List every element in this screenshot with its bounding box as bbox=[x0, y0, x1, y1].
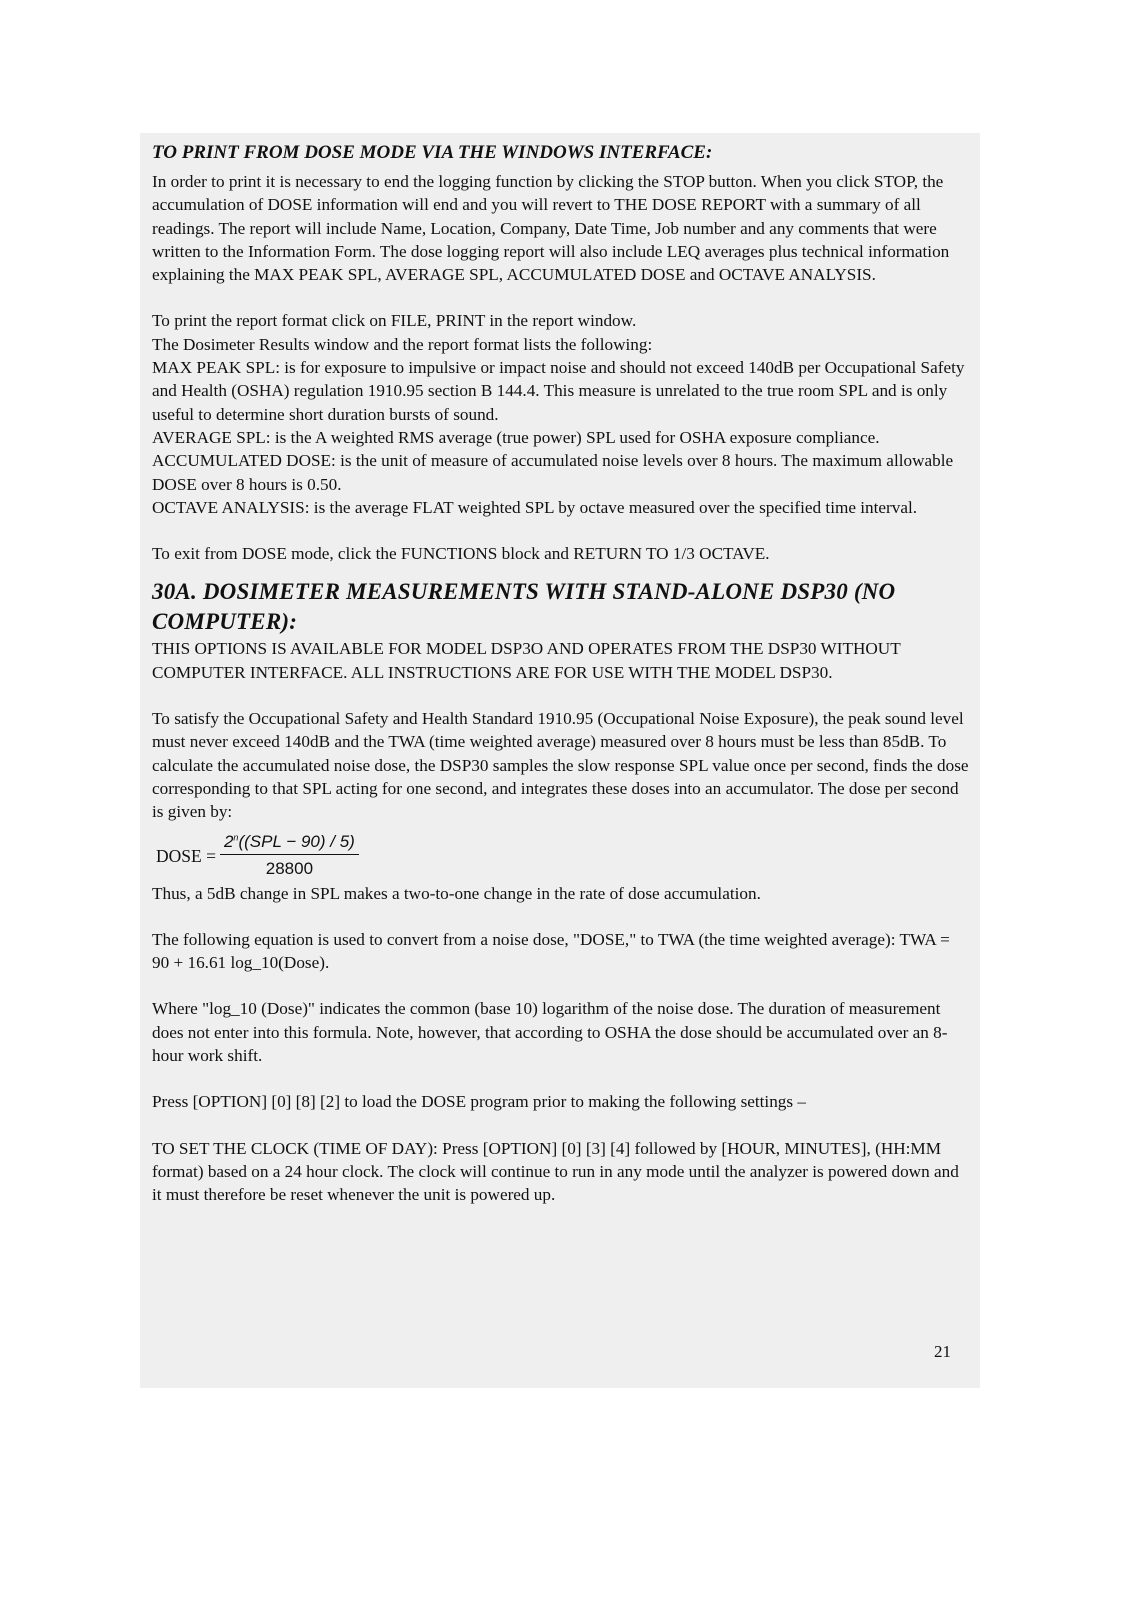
spacer bbox=[152, 1114, 970, 1137]
print-heading: TO PRINT FROM DOSE MODE VIA THE WINDOWS INTERFACE: bbox=[152, 142, 713, 163]
page-number: 21 bbox=[934, 1342, 951, 1361]
dose-formula bbox=[156, 830, 970, 882]
formula-denominator: 28800 bbox=[265, 859, 314, 879]
octave-analysis-definition: OCTAVE ANALYSIS: is the average FLAT weighted SPL by octave measured over the specified time interval. bbox=[152, 497, 918, 517]
formula-fraction bbox=[220, 832, 359, 879]
clock-paragraph: TO SET THE CLOCK (TIME OF DAY): Press [OPTION] [0] [3] [4] followed by [HOUR, MINUTES], (HH:MM format) based on a 24 hour clock. The clock will continue to run in any mode until the analyzer is powered down and it must therefore be reset whenever the unit is powered up. bbox=[152, 1138, 959, 1205]
max-peak-definition: MAX PEAK SPL: is for exposure to impulsive or impact noise and should not exceed 140dB per Occupational Safety and Health (OSHA) regulation 1910.95 section B 144.4. This measure is unrelated to the true room SPL and is only useful to determine short duration bursts of sound. bbox=[152, 358, 965, 424]
formula-numerator bbox=[220, 832, 359, 855]
spacer bbox=[152, 286, 970, 309]
formula-lhs: DOSE = bbox=[156, 846, 216, 867]
exit-dose-line: To exit from DOSE mode, click the FUNCTIONS block and RETURN TO 1/3 OCTAVE. bbox=[152, 544, 770, 564]
spacer bbox=[152, 519, 970, 542]
accumulated-dose-definition: ACCUMULATED DOSE: is the unit of measure of accumulated noise levels over 8 hours. The maximum allowable DOSE over 8 hours is 0.50. bbox=[152, 451, 954, 494]
press-option-line: Press [OPTION] [0] [8] [2] to load the DOSE program prior to making the following settings – bbox=[152, 1092, 806, 1112]
spacer bbox=[152, 1067, 970, 1090]
satisfy-paragraph: To satisfy the Occupational Safety and Health Standard 1910.95 (Occupational Noise Exposure), the peak sound level must never exceed 140dB and the TWA (time weighted average) measured over 8 hours must be less than 85dB. To calculate the accumulated noise dose, the DSP30 samples the slow response SPL value once per second, finds the dose corresponding to that SPL acting for one second, and integrates these doses into an accumulator. The dose per second is given by: bbox=[152, 709, 969, 822]
spacer bbox=[152, 565, 970, 577]
average-spl-definition: AVERAGE SPL: is the A weighted RMS average (true power) SPL used for OSHA exposure compliance. bbox=[152, 427, 880, 447]
where-paragraph: Where "log_10 (Dose)" indicates the common (base 10) logarithm of the noise dose. The duration of measurement does not enter into this formula. Note, however, that according to OSHA the dose should be accumulated over an 8-hour work shift. bbox=[152, 999, 948, 1066]
results-list-line: The Dosimeter Results window and the report format lists the following: bbox=[152, 334, 653, 354]
formula-num-base: 2 bbox=[223, 832, 234, 852]
content-column bbox=[152, 140, 970, 1207]
spacer bbox=[152, 684, 970, 707]
thus-line: Thus, a 5dB change in SPL makes a two-to-one change in the rate of dose accumulation. bbox=[152, 883, 761, 903]
spacer bbox=[152, 974, 970, 997]
equation-paragraph: The following equation is used to convert from a noise dose, "DOSE," to TWA (the time weighted average): TWA = 90 + 16.61 log_10(Dose). bbox=[152, 929, 950, 973]
print-format-line: To print the report format click on FILE, PRINT in the report window. bbox=[152, 311, 637, 331]
formula-num-rest: ((SPL − 90) / 5) bbox=[238, 832, 355, 852]
options-paragraph: THIS OPTIONS IS AVAILABLE FOR MODEL DSP3O AND OPERATES FROM THE DSP30 WITHOUT COMPUTER INTERFACE. ALL INSTRUCTIONS ARE FOR USE WITH THE MODEL DSP30. bbox=[152, 639, 901, 682]
spacer bbox=[152, 905, 970, 928]
formula-num-sup: n bbox=[233, 832, 239, 843]
section-heading: 30A. DOSIMETER MEASUREMENTS WITH STAND-ALONE DSP30 (NO COMPUTER): bbox=[152, 579, 896, 635]
print-paragraph: In order to print it is necessary to end the logging function by clicking the STOP button. When you click STOP, the accumulation of DOSE information will end and you will revert to THE DOSE REPORT with a summary of all readings. The report will include Name, Location, Company, Date Time, Job number and any comments that were written to the Information Form. The dose logging report will also include LEQ averages plus technical information explaining the MAX PEAK SPL, AVERAGE SPL, ACCUMULATED DOSE and OCTAVE ANALYSIS. bbox=[152, 172, 950, 285]
